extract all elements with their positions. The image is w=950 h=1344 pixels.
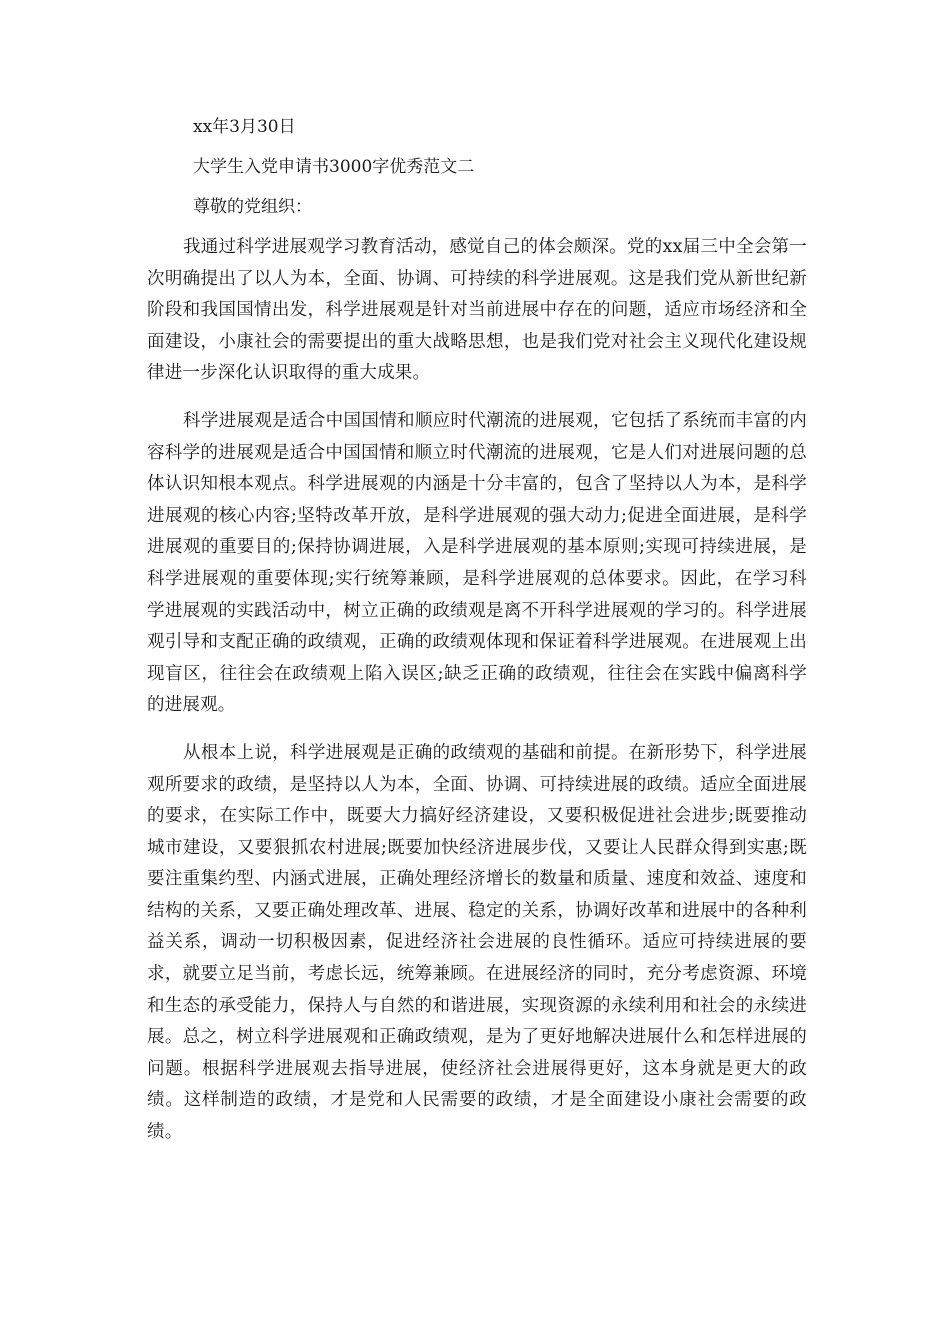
document-title: 大学生入党申请书3000字优秀范文二 [193,157,475,177]
date-line: xx年3月30日 [193,117,296,137]
document-page [147,112,807,1165]
body-paragraph-1: 我通过科学进展观学习教育活动，感觉自己的体会颇深。党的xx届三中全会第一次明确提出了以人为本，全面、协调、可持续的科学进展观。这是我们党从新世纪新阶段和我国国情出发，科学进展观是针对当前进展中存在的问题，适应市场经济和全面建设，小康社会的需要提出的重大战略思想，也是我们党对社会主义现代化建设规律进一步深化认识取得的重大成果。 [147,237,807,384]
salutation: 尊敬的党组织： [193,197,312,217]
body-paragraph-2: 科学进展观是适合中国国情和顺应时代潮流的进展观，它包括了系统而丰富的内容科学的进展观是适合中国国情和顺立时代潮流的进展观，它是人们对进展问题的总体认识知根本观点。科学进展观的内涵是十分丰富的，包含了坚持以人为本，是科学进展观的核心内容;坚特改革开放，是科学进展观的强大动力;促进全面进展，是科学进展观的重要目的;保持协调进展，入是科学进展观的基本原则;实现可持续进展，是科学进展观的重要体现;实行统筹兼顾，是科学进展观的总体要求。因此，在学习科学进展观的实践活动中，树立正确的政绩观是离不开科学进展观的学习的。科学进展观引导和支配正确的政绩观，正确的政绩观体现和保证着科学进展观。在进展观上出现盲区，往往会在政绩观上陷入误区;缺乏正确的政绩观，往往会在实践中偏离科学的进展观。 [147,410,807,716]
body-paragraph-3: 从根本上说，科学进展观是正确的政绩观的基础和前提。在新形势下，科学进展观所要求的政绩，是坚持以人为本，全面、协调、可持续进展的政绩。适应全面进展的要求，在实际工作中，既要大力搞好经济建设，又要积极促进社会进步;既要推动城市建设，又要狠抓农村进展;既要加快经济进展步伐，又要让人民群众得到实惠;既要注重集约型、内涵式进展，正确处理经济增长的数量和质量、速度和效益、速度和结构的关系，又要正确处理改革、进展、稳定的关系，协调好改革和进展中的各种利益关系，调动一切积极因素，促进经济社会进展的良性循环。适应可持续进展的要求，就要立足当前，考虑长远，统筹兼顾。在进展经济的同时，充分考虑资源、环境和生态的承受能力，保持人与自然的和谐进展，实现资源的永续利用和社会的永续进展。总之，树立科学进展观和正确政绩观，是为了更好地解决进展什么和怎样进展的问题。根据科学进展观去指导进展，使经济社会进展得更好，这本身就是更大的政绩。这样制造的政绩，才是党和人民需要的政绩，才是全面建设小康社会需要的政绩。 [147,742,807,1143]
